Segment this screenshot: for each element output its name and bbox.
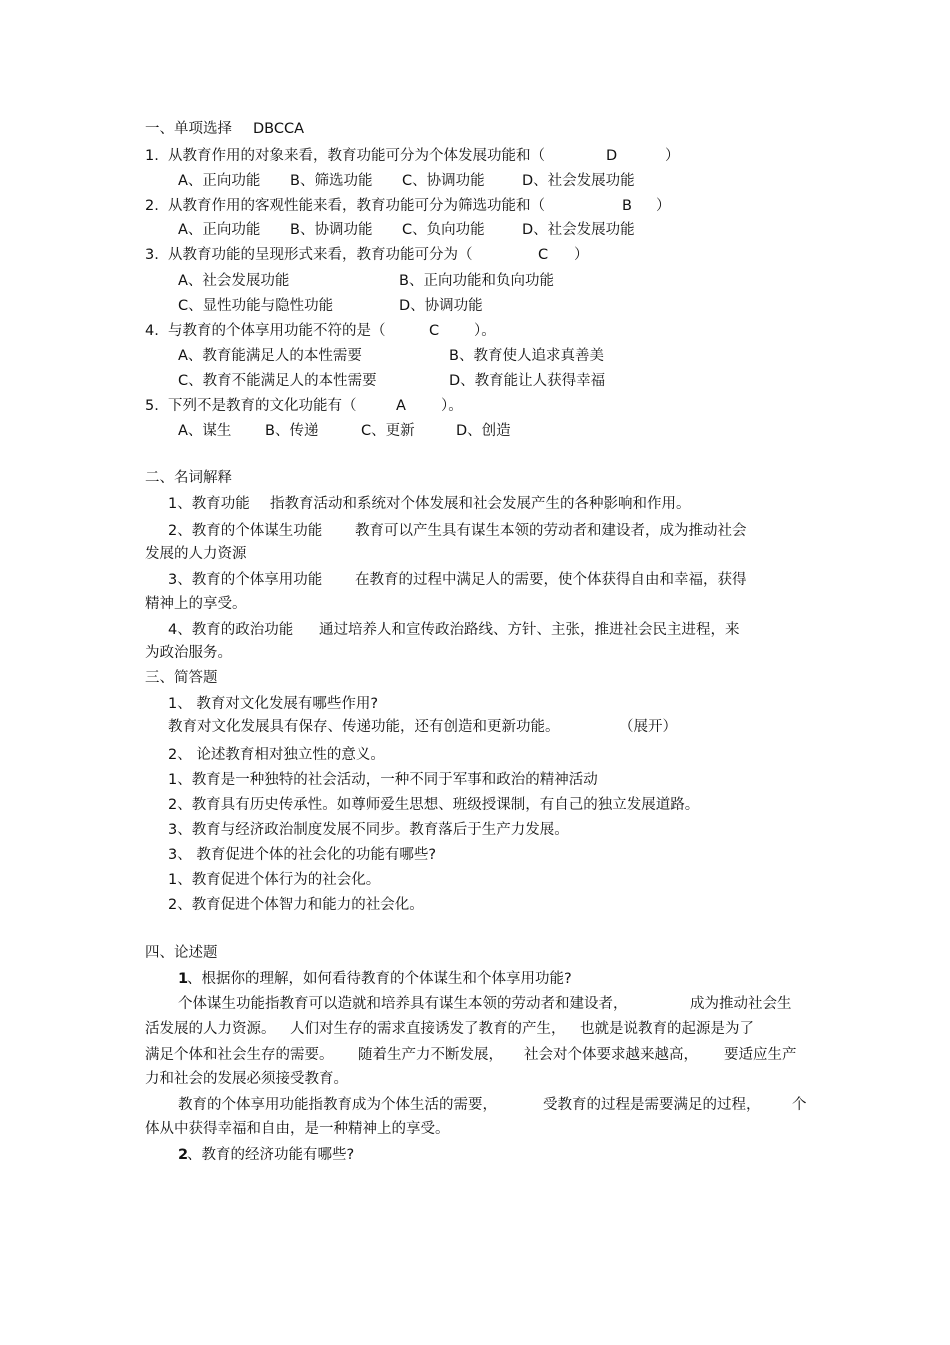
q3-stem: 3. 从教育功能的呈现形式来看，教育功能可分为（ [145,247,473,263]
term-1-definition: 指教育活动和系统对个体发展和社会发展产生的各种影响和作用。 [270,496,691,512]
term-3-definition: 在教育的过程中满足人的需要，使个体获得自由和幸福，获得 [355,572,747,588]
essay-p2-text: 体从中获得幸福和自由，是一种精神上的享受。 [145,1121,450,1137]
q3-close: ） [574,247,589,263]
q5-close: ）。 [441,398,463,414]
essay-q1-number: 1 [178,971,189,987]
q1-option-c: C、协调功能 [402,173,485,189]
essay-p1-text: 也就是说教育的起源是为了 [580,1021,754,1037]
section-2-heading: 二、名词解释 [145,470,232,486]
essay-q2-number: 2 [178,1147,189,1163]
essay-p2-text: 教育的个体享用功能指教育成为个体生活的需要， [178,1097,497,1113]
essay-p1-text: 个体谋生功能指教育可以造就和培养具有谋生本领的劳动者和建设者， [178,996,628,1012]
q2-close: ） [656,198,671,214]
q2-option-b: B、协调功能 [290,222,373,238]
term-3: 3、教育的个体享用功能 [168,572,323,588]
q2-option-c: C、负向功能 [402,222,485,238]
short-a3-item: 1、教育促进个体行为的社会化。 [168,872,381,888]
q3-option-d: D、协调功能 [399,298,483,314]
term-3-definition-cont: 精神上的享受。 [145,596,247,612]
q5-option-b: B、传递 [265,423,319,439]
term-4-definition-cont: 为政治服务。 [145,645,232,661]
q4-option-b: B、教育使人追求真善美 [449,348,604,364]
essay-q2: 、教育的经济功能有哪些? [187,1147,355,1163]
q3-option-a: A、社会发展功能 [178,273,290,289]
q1-close: ） [665,148,680,164]
q4-stem: 4. 与教育的个体享用功能不符的是（ [145,323,386,339]
q1-answer: D [606,148,618,164]
essay-p1-text: 满足个体和社会生存的需要。 [145,1047,334,1063]
essay-p1-text: 社会对个体要求越来越高， [524,1047,698,1063]
short-a3-item: 2、教育促进个体智力和能力的社会化。 [168,897,424,913]
q4-answer: C [429,323,440,339]
q2-stem: 2. 从教育作用的客观性能来看，教育功能可分为筛选功能和（ [145,198,546,214]
short-q2: 2、 论述教育相对独立性的意义。 [168,747,385,763]
section-3-heading: 三、简答题 [145,670,218,686]
q5-answer: A [396,398,406,414]
essay-p1-text: 要适应生产 [724,1047,797,1063]
short-a2-item: 2、教育具有历史传承性。如尊师爱生思想、班级授课制，有自己的独立发展道路。 [168,797,700,813]
q2-option-d: D、社会发展功能 [522,222,635,238]
essay-p2-text: 个 [792,1097,807,1113]
essay-p1-text: 活发展的人力资源。 [145,1021,276,1037]
essay-p1-text: 人们对生存的需求直接诱发了教育的产生， [290,1021,566,1037]
term-4: 4、教育的政治功能 [168,622,294,638]
q4-option-c: C、教育不能满足人的本性需要 [178,373,377,389]
section-1-heading: 一、单项选择 [145,121,232,137]
q3-option-c: C、显性功能与隐性功能 [178,298,334,314]
q2-answer: B [622,198,632,214]
section-4-heading: 四、论述题 [145,945,218,961]
short-q1: 1、 教育对文化发展有哪些作用? [168,696,379,712]
q5-option-a: A、谋生 [178,423,232,439]
term-1: 1、教育功能 [168,496,250,512]
q1-option-a: A、正向功能 [178,173,261,189]
q4-option-d: D、教育能让人获得幸福 [449,373,606,389]
short-a1-expand: （展开） [619,719,677,735]
short-a1: 教育对文化发展具有保存、传递功能，还有创造和更新功能。 [168,719,560,735]
essay-q1: 、根据你的理解，如何看待教育的个体谋生和个体享用功能? [187,971,572,987]
short-q3: 3、 教育促进个体的社会化的功能有哪些? [168,847,437,863]
q1-option-d: D、社会发展功能 [522,173,635,189]
q4-option-a: A、教育能满足人的本性需要 [178,348,362,364]
q5-option-c: C、更新 [361,423,415,439]
section-1-answers: DBCCA [253,121,305,137]
essay-p1-text: 力和社会的发展必须接受教育。 [145,1071,348,1087]
q1-stem: 1. 从教育作用的对象来看，教育功能可分为个体发展功能和（ [145,148,546,164]
term-2-definition-cont: 发展的人力资源 [145,546,247,562]
term-2-definition: 教育可以产生具有谋生本领的劳动者和建设者，成为推动社会 [355,523,747,539]
short-a2-item: 1、教育是一种独特的社会活动，一种不同于军事和政治的精神活动 [168,772,598,788]
q5-stem: 5. 下列不是教育的文化功能有（ [145,398,357,414]
short-a2-item: 3、教育与经济政治制度发展不同步。教育落后于生产力发展。 [168,822,569,838]
q5-option-d: D、创造 [456,423,511,439]
term-4-definition: 通过培养人和宣传政治路线、方针、主张，推进社会民主进程，来 [319,622,740,638]
essay-p1-text: 随着生产力不断发展， [358,1047,503,1063]
q4-close: ）。 [474,323,496,339]
essay-p2-text: 受教育的过程是需要满足的过程， [543,1097,761,1113]
q3-answer: C [538,247,549,263]
q2-option-a: A、正向功能 [178,222,261,238]
essay-p1-text: 成为推动社会生 [690,996,792,1012]
q3-option-b: B、正向功能和负向功能 [399,273,554,289]
q1-option-b: B、筛选功能 [290,173,373,189]
term-2: 2、教育的个体谋生功能 [168,523,323,539]
